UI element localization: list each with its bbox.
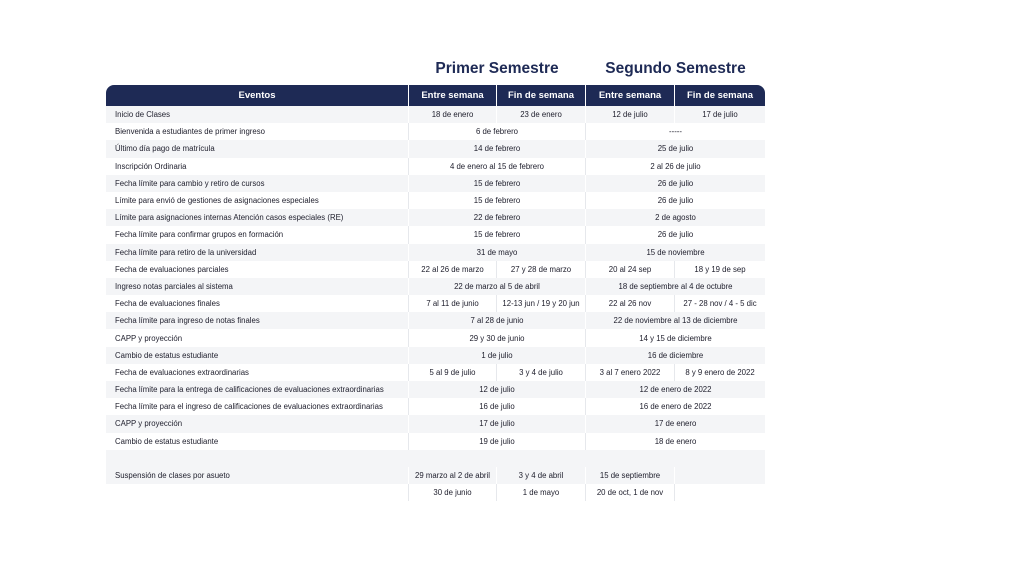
s2-weekday-cell: 3 al 7 enero 2022 <box>585 364 674 381</box>
s1-cell: 29 y 30 de junio <box>408 329 585 346</box>
suspension-date-cell: 3 y 4 de abril <box>496 467 585 484</box>
s1-weekday-cell: 18 de enero <box>408 106 496 123</box>
suspension-row <box>106 467 765 484</box>
table-row <box>106 244 765 261</box>
suspension-date-cell: 1 de mayo <box>496 484 585 501</box>
s2-cell: 18 de enero <box>585 433 765 450</box>
s1-cell: 6 de febrero <box>408 123 585 140</box>
table-row <box>106 278 765 295</box>
s1-weekend-cell: 23 de enero <box>496 106 585 123</box>
event-cell: Fecha límite para cambio y retiro de cursos <box>106 175 408 192</box>
table-row <box>106 381 765 398</box>
event-cell: Fecha límite para la entrega de calificaciones de evaluaciones extraordinarias <box>106 381 408 398</box>
s2-weekend-cell: 18 y 19 de sep <box>674 261 765 278</box>
s2-cell: 2 al 26 de julio <box>585 158 765 175</box>
suspension-date-cell <box>674 484 765 501</box>
spacer-row <box>106 450 765 467</box>
s1-cell: 19 de julio <box>408 433 585 450</box>
s1-cell: 15 de febrero <box>408 175 585 192</box>
s1-cell: 31 de mayo <box>408 244 585 261</box>
event-cell-empty <box>106 484 408 501</box>
suspension-date-cell: 30 de junio <box>408 484 496 501</box>
table-row <box>106 433 765 450</box>
table-row <box>106 415 765 432</box>
s1-cell: 12 de julio <box>408 381 585 398</box>
table-row <box>106 192 765 209</box>
event-cell: Fecha límite para ingreso de notas finales <box>106 312 408 329</box>
second-semester-title: Segundo Semestre <box>605 60 746 77</box>
s1-weekday-cell: 5 al 9 de julio <box>408 364 496 381</box>
event-cell: Fecha límite para retiro de la universidad <box>106 244 408 261</box>
table-row <box>106 209 765 226</box>
s1-weekend-cell: 3 y 4 de julio <box>496 364 585 381</box>
table-row <box>106 312 765 329</box>
s2-weekday-cell: 22 al 26 nov <box>585 295 674 312</box>
header-eventos: Eventos <box>106 85 408 106</box>
s1-weekday-cell: 7 al 11 de junio <box>408 295 496 312</box>
s1-cell: 17 de julio <box>408 415 585 432</box>
header-s1-weekend: Fin de semana <box>496 85 585 106</box>
s2-weekend-cell: 17 de julio <box>674 106 765 123</box>
s2-weekend-cell: 8 y 9 enero de 2022 <box>674 364 765 381</box>
s1-weekend-cell: 27 y 28 de marzo <box>496 261 585 278</box>
event-cell: CAPP y proyección <box>106 415 408 432</box>
header-s2-weekday: Entre semana <box>585 85 674 106</box>
event-cell: Fecha de evaluaciones finales <box>106 295 408 312</box>
s1-cell: 15 de febrero <box>408 226 585 243</box>
suspension-date-cell <box>674 467 765 484</box>
table-row <box>106 364 765 381</box>
table-row <box>106 347 765 364</box>
event-cell: Inicio de Clases <box>106 106 408 123</box>
event-cell: CAPP y proyección <box>106 329 408 346</box>
s2-cell: 16 de diciembre <box>585 347 765 364</box>
s2-cell: 25 de julio <box>585 140 765 157</box>
table-row <box>106 398 765 415</box>
event-cell: Último día pago de matrícula <box>106 140 408 157</box>
table-row <box>106 261 765 278</box>
s2-cell: 26 de julio <box>585 175 765 192</box>
event-cell: Inscripción Ordinaria <box>106 158 408 175</box>
s1-weekday-cell: 22 al 26 de marzo <box>408 261 496 278</box>
event-cell: Fecha de evaluaciones extraordinarias <box>106 364 408 381</box>
event-cell: Suspensión de clases por asueto <box>106 467 408 484</box>
s2-weekday-cell: 20 al 24 sep <box>585 261 674 278</box>
s2-cell: 2 de agosto <box>585 209 765 226</box>
s2-cell: 26 de julio <box>585 192 765 209</box>
s2-weekday-cell: 12 de julio <box>585 106 674 123</box>
table-row <box>106 123 765 140</box>
first-semester-title: Primer Semestre <box>435 60 559 77</box>
table-header-row <box>106 85 765 106</box>
header-s2-weekend: Fin de semana <box>674 85 765 106</box>
s1-cell: 7 al 28 de junio <box>408 312 585 329</box>
spacer-cell <box>106 450 765 467</box>
event-cell: Fecha límite para el ingreso de calificaciones de evaluaciones extraordinarias <box>106 398 408 415</box>
s1-cell: 16 de julio <box>408 398 585 415</box>
s1-cell: 14 de febrero <box>408 140 585 157</box>
table-row <box>106 158 765 175</box>
event-cell: Cambio de estatus estudiante <box>106 347 408 364</box>
table-row <box>106 106 765 123</box>
s1-cell: 22 de febrero <box>408 209 585 226</box>
event-cell: Límite para envió de gestiones de asignaciones especiales <box>106 192 408 209</box>
s2-cell: 22 de noviembre al 13 de diciembre <box>585 312 765 329</box>
event-cell: Bienvenida a estudiantes de primer ingreso <box>106 123 408 140</box>
s2-cell: 12 de enero de 2022 <box>585 381 765 398</box>
s1-cell: 4 de enero al 15 de febrero <box>408 158 585 175</box>
s2-cell: 17 de enero <box>585 415 765 432</box>
suspension-row-2 <box>106 484 765 501</box>
s2-cell: 26 de julio <box>585 226 765 243</box>
s1-cell: 15 de febrero <box>408 192 585 209</box>
suspension-date-cell: 15 de septiembre <box>585 467 674 484</box>
table-row <box>106 140 765 157</box>
s2-cell: 14 y 15 de diciembre <box>585 329 765 346</box>
s2-cell: 16 de enero de 2022 <box>585 398 765 415</box>
s2-cell: ----- <box>585 123 765 140</box>
s2-cell: 18 de septiembre al 4 de octubre <box>585 278 765 295</box>
header-s1-weekday: Entre semana <box>408 85 496 106</box>
s1-cell: 1 de julio <box>408 347 585 364</box>
s2-cell: 15 de noviembre <box>585 244 765 261</box>
s1-weekend-cell: 12-13 jun / 19 y 20 jun <box>496 295 585 312</box>
table-row <box>106 295 765 312</box>
s2-weekend-cell: 27 - 28 nov / 4 - 5 dic <box>674 295 765 312</box>
table-row <box>106 175 765 192</box>
table-row <box>106 226 765 243</box>
suspension-date-cell: 29 marzo al 2 de abril <box>408 467 496 484</box>
event-cell: Fecha de evaluaciones parciales <box>106 261 408 278</box>
event-cell: Cambio de estatus estudiante <box>106 433 408 450</box>
s1-cell: 22 de marzo al 5 de abril <box>408 278 585 295</box>
suspension-date-cell: 20 de oct, 1 de nov <box>585 484 674 501</box>
table-row <box>106 329 765 346</box>
event-cell: Fecha límite para confirmar grupos en formación <box>106 226 408 243</box>
academic-calendar-table <box>106 85 765 501</box>
event-cell: Ingreso notas parciales al sistema <box>106 278 408 295</box>
event-cell: Límite para asignaciones internas Atención casos especiales (RE) <box>106 209 408 226</box>
